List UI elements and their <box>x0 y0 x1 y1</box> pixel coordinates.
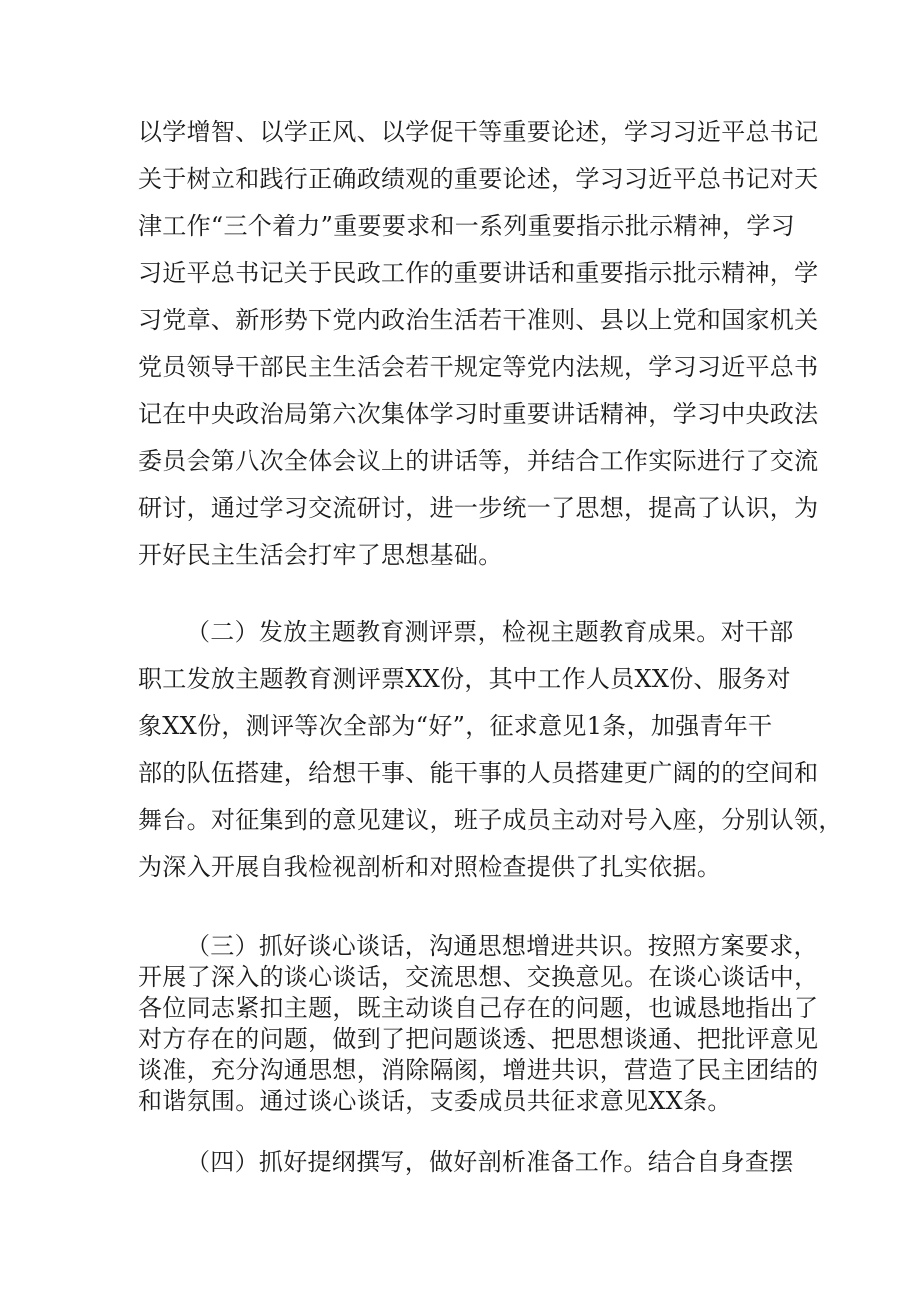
text-line: 党员领导干部民主生活会若干规定等党内法规，学习习近平总书 <box>138 353 819 381</box>
text-line: 开展了深入的谈心谈话，交流思想、交换意见。在谈心谈话中， <box>138 963 819 991</box>
text-line: 谈准，充分沟通思想，消除隔阂，增进共识，营造了民主团结的 <box>138 1056 819 1084</box>
text-line: 各位同志紧扣主题，既主动谈自己存在的问题，也诚恳地指出了 <box>138 994 819 1022</box>
text-line: 习党章、新形势下党内政治生活若干准则、县以上党和国家机关 <box>138 306 819 334</box>
text-line: 职工发放主题教育测评票XX份，其中工作人员XX份、服务对 <box>138 665 791 693</box>
text-line: 关于树立和践行正确政绩观的重要论述，学习习近平总书记对天 <box>138 165 819 193</box>
text-line: 为深入开展自我检视剖析和对照检查提供了扎实依据。 <box>138 853 722 881</box>
text-line: 对方存在的问题，做到了把问题谈透、把思想谈通、把批评意见 <box>138 1025 819 1053</box>
text-line: 研讨，通过学习交流研讨，进一步统一了思想，提高了认识，为 <box>138 494 819 522</box>
text-line: 舞台。对征集到的意见建议，班子成员主动对号入座，分别认领， <box>138 806 843 834</box>
paragraph-heading-line: （四）抓好提纲撰写，做好剖析准备工作。结合自身查摆 <box>186 1148 794 1176</box>
text-line: 和谐氛围。通过谈心谈话，支委成员共征求意见XX条。 <box>138 1087 732 1115</box>
text-line: 习近平总书记关于民政工作的重要讲话和重要指示批示精神，学 <box>138 259 819 287</box>
text-line: 津工作“三个着力”重要要求和一系列重要指示批示精神，学习 <box>138 212 795 240</box>
text-line: 部的队伍搭建，给想干事、能干事的人员搭建更广阔的的空间和 <box>138 759 819 787</box>
text-line: 委员会第八次全体会议上的讲话等，并结合工作实际进行了交流 <box>138 447 819 475</box>
text-line: 记在中央政治局第六次集体学习时重要讲话精神，学习中央政法 <box>138 400 819 428</box>
paragraph-heading-line: （三）抓好谈心谈话，沟通思想增进共识。按照方案要求， <box>186 932 818 960</box>
text-line: 以学增智、以学正风、以学促干等重要论述，学习习近平总书记 <box>138 118 819 146</box>
text-line: 开好民主生活会打牢了思想基础。 <box>138 541 503 569</box>
paragraph-heading-line: （二）发放主题教育测评票，检视主题教育成果。对干部 <box>186 618 794 646</box>
text-line: 象XX份，测评等次全部为“好”，征求意见1条，加强青年干 <box>138 712 773 740</box>
